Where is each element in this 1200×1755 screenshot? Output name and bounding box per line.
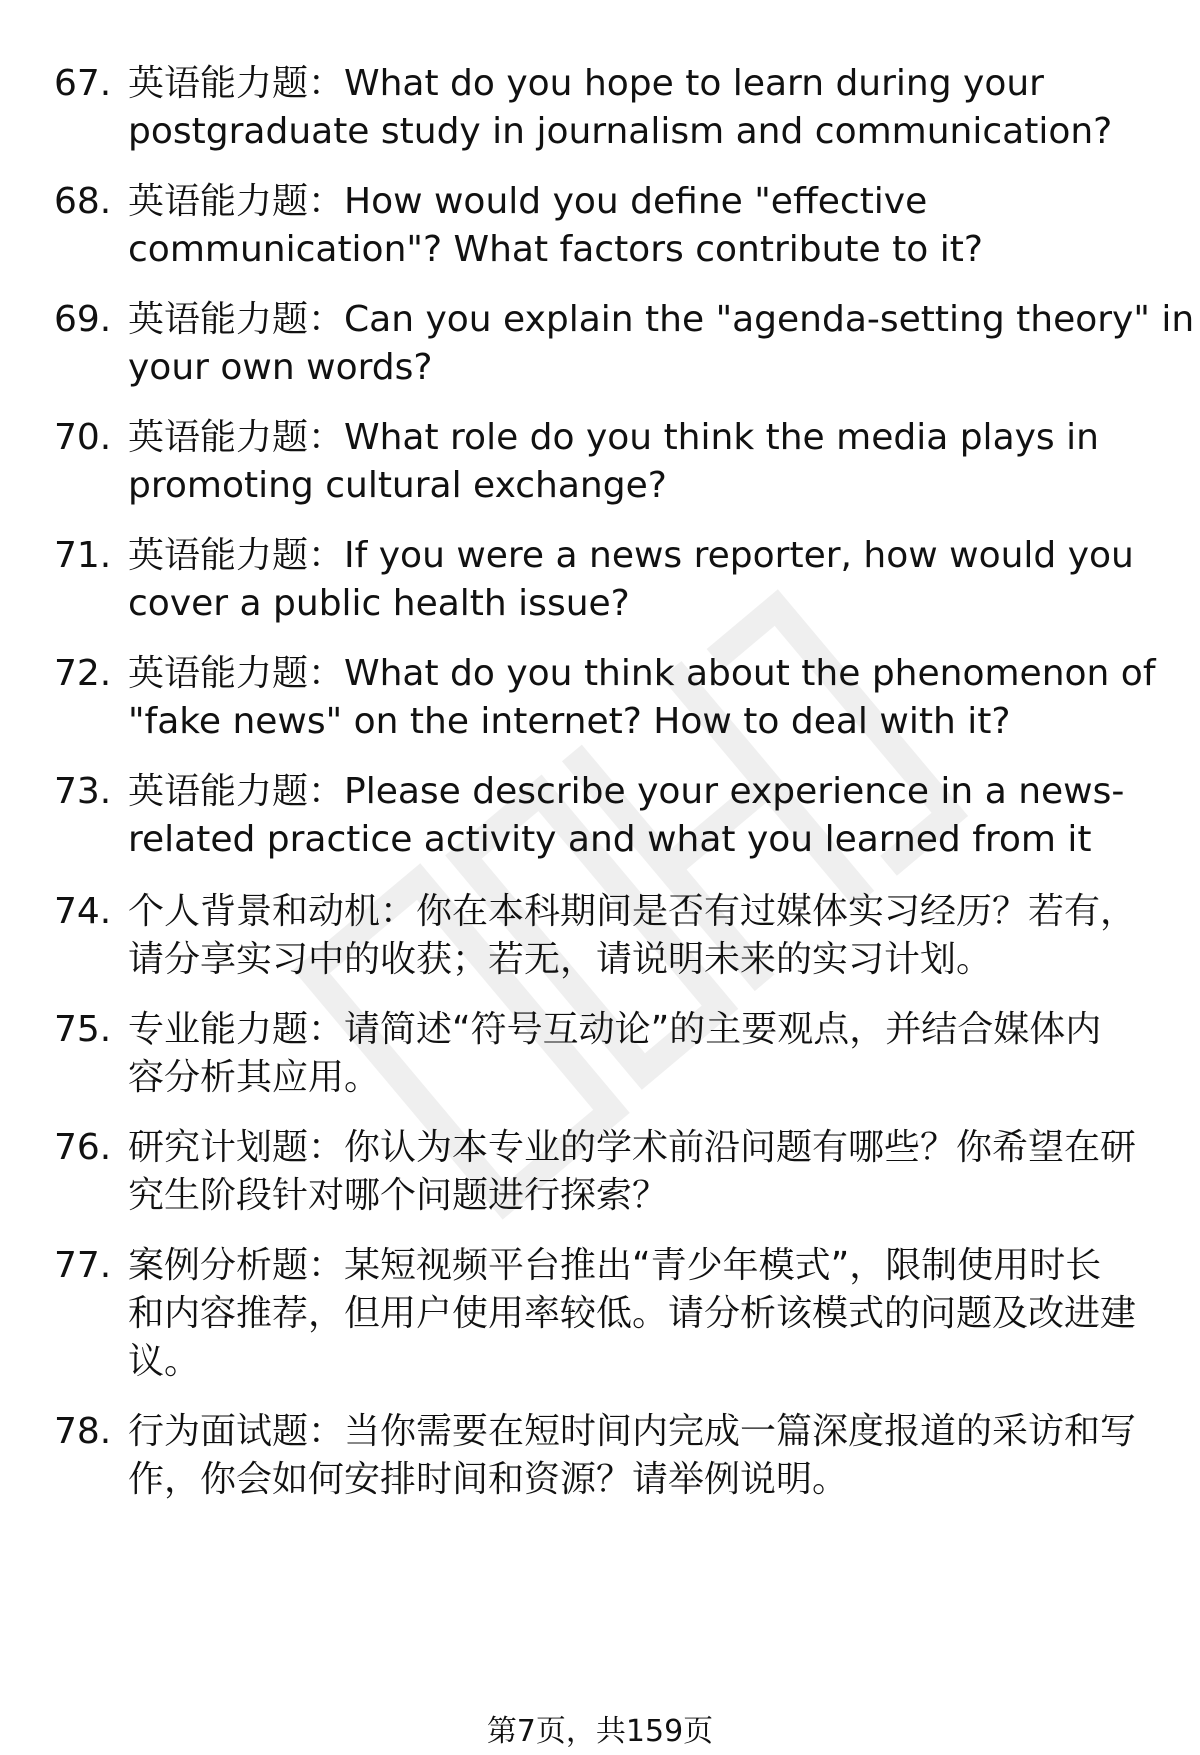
question-number: 76.	[54, 1127, 112, 1168]
question-text-line: 英语能力题：Can you explain the "agenda-setting theory" in	[128, 299, 1195, 340]
question-text-line: 请分享实习中的收获；若无，请说明未来的实习计划。	[128, 939, 993, 980]
question-number: 72.	[54, 653, 112, 694]
question-text	[128, 296, 1195, 392]
question-text-line: cover a public health issue?	[128, 583, 630, 624]
question-text-line: 究生阶段针对哪个问题进行探索？	[128, 1175, 669, 1216]
question-number: 73.	[54, 771, 112, 812]
question-text-line: 研究计划题：你认为本专业的学术前沿问题有哪些？你希望在研	[128, 1127, 1137, 1168]
question-text	[128, 888, 1148, 984]
question-text-line: 英语能力题：What role do you think the media plays in	[128, 417, 1099, 458]
question-text-line: 英语能力题：What do you hope to learn during your	[128, 63, 1044, 104]
question-text	[128, 1124, 1148, 1220]
question-text	[128, 650, 1156, 746]
question-number: 77.	[54, 1245, 112, 1286]
question-number: 68.	[54, 181, 112, 222]
question-text	[128, 414, 1148, 510]
question-text-line: 议。	[128, 1341, 201, 1382]
question-text	[128, 532, 1148, 628]
question-text-line: your own words?	[128, 347, 433, 388]
question-text-line: related practice activity and what you learned from it	[128, 819, 1092, 860]
question-text-line: 个人背景和动机：你在本科期间是否有过媒体实习经历？若有，	[128, 891, 1137, 932]
question-number: 71.	[54, 535, 112, 576]
question-text	[128, 1242, 1148, 1386]
question-text	[128, 768, 1148, 864]
question-text-line: 英语能力题：How would you define "effective	[128, 181, 928, 222]
question-text-line: promoting cultural exchange?	[128, 465, 667, 506]
question-number: 69.	[54, 299, 112, 340]
page-number-footer: 第7页，共159页	[486, 1714, 714, 1749]
question-text-line: 容分析其应用。	[128, 1057, 381, 1098]
question-text-line: 英语能力题：Please describe your experience in a news-	[128, 771, 1125, 812]
question-text-line: 行为面试题：当你需要在短时间内完成一篇深度报道的采访和写	[128, 1411, 1137, 1452]
question-text-line: 英语能力题：What do you think about the phenomenon of	[128, 653, 1156, 694]
question-text-line: 英语能力题：If you were a news reporter, how would you	[128, 535, 1134, 576]
question-text-line: postgraduate study in journalism and communication?	[128, 111, 1113, 152]
question-text	[128, 178, 1148, 274]
question-number: 74.	[54, 891, 112, 932]
question-number: 70.	[54, 417, 112, 458]
question-text-line: 作，你会如何安排时间和资源？请举例说明。	[128, 1459, 849, 1500]
question-text-line: "fake news" on the internet? How to deal with it?	[128, 701, 1011, 742]
question-number: 67.	[54, 63, 112, 104]
question-text	[128, 60, 1148, 156]
question-text-line: 专业能力题：请简述“符号互动论”的主要观点，并结合媒体内	[128, 1009, 1102, 1050]
question-text	[128, 1408, 1148, 1504]
question-number: 75.	[54, 1009, 112, 1050]
question-text-line: communication"? What factors contribute to it?	[128, 229, 983, 270]
question-number: 78.	[54, 1411, 112, 1452]
question-text	[128, 1006, 1148, 1102]
question-text-line: 和内容推荐，但用户使用率较低。请分析该模式的问题及改进建	[128, 1293, 1137, 1334]
question-text-line: 案例分析题：某短视频平台推出“青少年模式”，限制使用时长	[128, 1245, 1102, 1286]
